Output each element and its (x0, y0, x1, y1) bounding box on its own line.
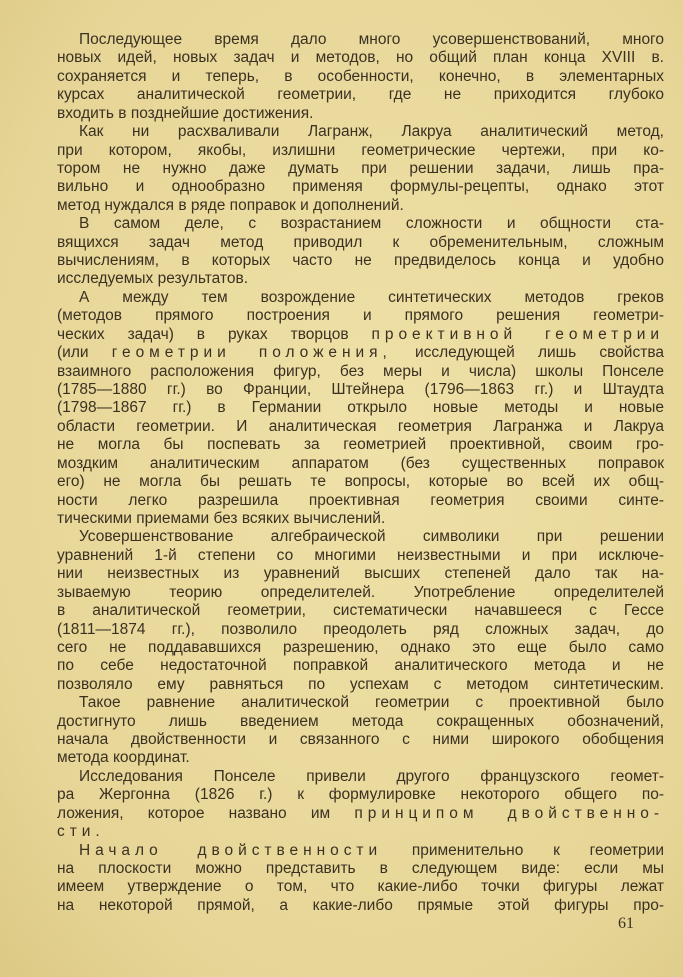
text-line (57, 326, 664, 344)
text-segment: сохраняется и теперь, в особенности, конечно, в элементарных (57, 67, 664, 85)
text-segment: достигнуто лишь введением метода сокращенных обозначений, (57, 712, 664, 730)
text-line (57, 178, 664, 196)
text-segment: начала двойственности и связанного с ними широкого обобщения (57, 731, 664, 749)
page-number: 61 (618, 915, 634, 932)
text-segment: зываемую теорию определителей. Употребление определителей (57, 583, 664, 601)
spaced-emphasis-text: сти (57, 823, 96, 841)
spaced-emphasis-text: принципом двойственно- (354, 804, 664, 822)
text-line (57, 878, 664, 896)
text-segment: ности легко разрешила проективная геометрия своими синте- (57, 491, 664, 509)
text-segment: входить в позднейшие достижения. (57, 104, 314, 122)
text-line (57, 639, 664, 657)
text-segment: исследуемых результатов. (57, 270, 249, 288)
text-line (57, 86, 664, 104)
text-segment: на плоскости можно представить в следующем виде: если мы (57, 859, 664, 877)
text-segment: нии неизвестных из уравнений высших степеней дало так на- (57, 565, 664, 583)
text-segment: взаимного расположения фигур, без меры и числа) школы Понселе (57, 362, 664, 380)
text-segment: (1811—1874 гг.), позволило преодолеть ряд сложных задач, до (57, 620, 664, 638)
text-line (57, 713, 664, 731)
text-line (57, 584, 664, 602)
text-segment: Усовершенствование алгебраической символики при решении (79, 528, 664, 546)
text-segment: имеем утверждение о том, что какие-либо точки фигуры лежат (57, 878, 664, 896)
text-line (57, 270, 664, 288)
text-segment: ческих задач) в руках творцов (57, 325, 372, 343)
text-line (57, 234, 664, 252)
text-segment: (1785—1880 гг.) во Франции, Штейнера (1796—1863 гг.) и Штаудта (57, 381, 664, 399)
text-line (57, 49, 664, 67)
text-segment: позволяло ему равняться по успехам с методом синтетическим. (57, 675, 664, 693)
text-segment: вильно и однообразно применяя формулы-рецепты, однако этот (57, 178, 664, 196)
text-line (57, 436, 664, 454)
text-line (57, 657, 664, 675)
text-line (57, 105, 664, 123)
text-segment: ложения, которое названо им (57, 804, 355, 822)
text-line (57, 547, 664, 565)
text-line (57, 142, 664, 160)
text-line (57, 31, 664, 49)
text-line (57, 823, 664, 841)
text-segment: В самом деле, с возрастанием сложности и общности ста- (79, 215, 664, 233)
text-line (57, 418, 664, 436)
text-segment: моздким аналитическим аппаратом (без существенных поправок (57, 454, 664, 472)
text-line (57, 731, 664, 749)
text-segment: по себе недостаточной поправкой аналитического метода и не (57, 657, 664, 675)
text-segment: Как ни расхваливали Лагранж, Лакруа аналитический метод, (79, 123, 664, 141)
text-segment: вящихся задач метод приводил к обременительным, сложным (57, 233, 664, 251)
text-line (57, 676, 664, 694)
text-line (57, 565, 664, 583)
text-line (57, 602, 664, 620)
text-segment: (1798—1867 гг.) в Германии открыло новые методы и новые (57, 399, 664, 417)
text-segment: при котором, якобы, излишни геометрические чертежи, при ко- (57, 141, 664, 159)
text-segment: Исследования Понселе привели другого французского геомет- (79, 767, 664, 785)
text-segment: метода координат. (57, 749, 190, 767)
text-line (57, 252, 664, 270)
text-segment: исследующей лишь свойства (391, 344, 664, 362)
text-segment: в аналитической геометрии, систематически начавшееся с Гессе (57, 602, 664, 620)
text-line (57, 694, 664, 712)
text-line (57, 528, 664, 546)
text-segment: не могла бы поспевать за геометрией проективной, своим гро- (57, 436, 664, 454)
text-segment: применительно к геометрии (382, 841, 664, 859)
text-segment: Такое равнение аналитической геометрии с проективной было (79, 694, 664, 712)
text-segment: Последующее время дало много усовершенствований, много (79, 31, 664, 48)
text-segment: . (95, 823, 100, 841)
text-line (57, 68, 664, 86)
text-segment: новых идей, новых задач и методов, но общий план конца XVIII в. (57, 49, 664, 67)
text-line (57, 123, 664, 141)
text-line (57, 307, 664, 325)
text-segment: тическими приемами без всяких вычислений. (57, 509, 386, 527)
text-line (57, 289, 664, 307)
text-segment: уравнений 1-й степени со многими неизвестными и при исключе- (57, 546, 664, 564)
text-line (57, 768, 664, 786)
text-line (57, 621, 664, 639)
text-segment: области геометрии. И аналитическая геометрия Лагранжа и Лакруа (57, 417, 664, 435)
text-line (57, 897, 664, 915)
text-line (57, 860, 664, 878)
spaced-emphasis-text: геометрии положения, (111, 344, 392, 362)
text-line (57, 197, 664, 215)
text-segment: (или (57, 344, 112, 362)
text-segment: вычислениям, в которых часто не предвиделось конца и удобно (57, 252, 664, 270)
body-text (57, 31, 664, 915)
text-segment: тором не нужно даже думать при решении задачи, лишь пра- (57, 159, 664, 177)
text-line (57, 455, 664, 473)
text-line (57, 381, 664, 399)
text-segment: метод нуждался в ряде поправок и дополнений. (57, 196, 404, 214)
spaced-emphasis-text: Начало двойственности (79, 841, 383, 859)
text-line (57, 363, 664, 381)
text-line (57, 215, 664, 233)
text-line (57, 492, 664, 510)
text-segment: его) не могла бы решать те вопросы, которые во всей их общ- (57, 473, 664, 491)
text-line (57, 805, 664, 823)
text-line (57, 510, 664, 528)
text-segment: сего не поддававшихся разрешению, однако это еще было само (57, 638, 664, 656)
text-line (57, 749, 664, 767)
text-segment: А между тем возрождение синтетических методов греков (79, 288, 664, 306)
text-segment: курсах аналитической геометрии, где не приходится глубоко (57, 86, 664, 104)
text-line (57, 399, 664, 417)
text-line (57, 160, 664, 178)
text-segment: (методов прямого построения и прямого решения геометри- (57, 307, 664, 325)
spaced-emphasis-text: проективной геометрии (371, 325, 665, 343)
text-line (57, 473, 664, 491)
text-line (57, 786, 664, 804)
text-line (57, 344, 664, 362)
text-line (57, 842, 664, 860)
text-segment: ра Жергонна (1826 г.) к формулировке некоторого общего по- (57, 786, 664, 804)
text-segment: на некоторой прямой, а какие-либо прямые этой фигуры про- (57, 896, 664, 914)
